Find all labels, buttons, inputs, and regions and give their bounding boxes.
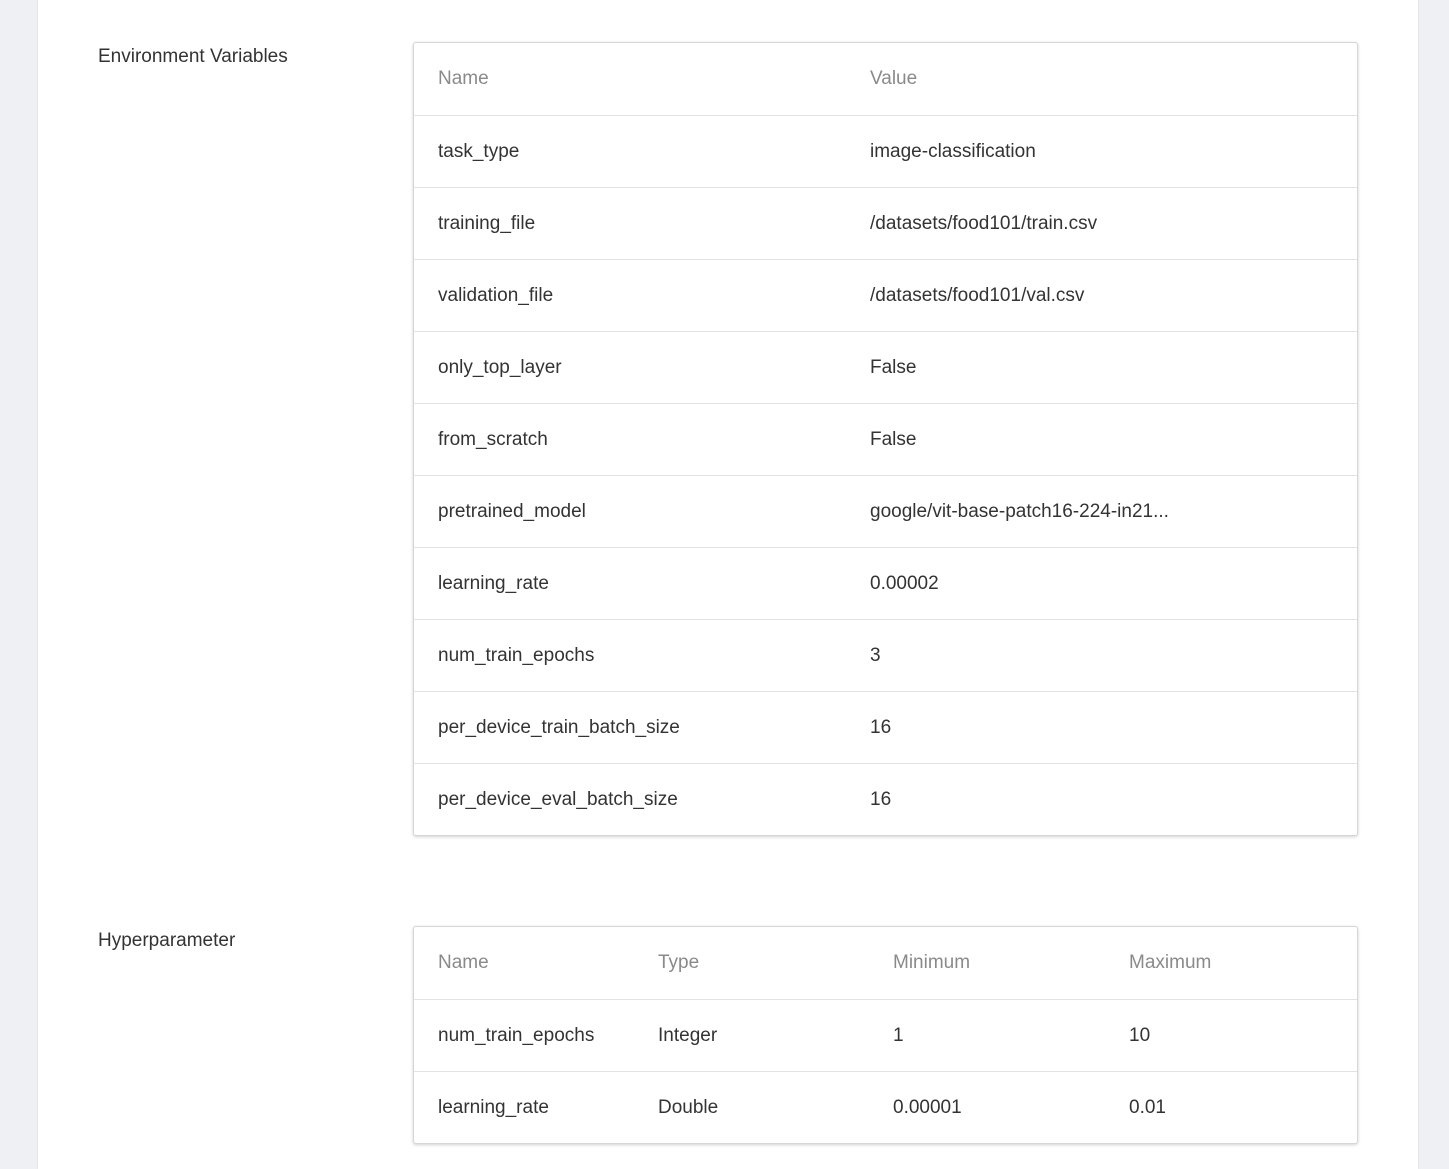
env-var-value: image-classification bbox=[846, 116, 1357, 188]
column-header-maximum: Maximum bbox=[1105, 927, 1357, 1000]
table-row bbox=[414, 1072, 1357, 1144]
column-header-type: Type bbox=[634, 927, 869, 1000]
hyperparameter-maximum: 10 bbox=[1105, 1000, 1357, 1072]
column-header-name: Name bbox=[414, 43, 846, 116]
table-header-row bbox=[414, 927, 1357, 1000]
hyperparameter-section-label: Hyperparameter bbox=[98, 930, 236, 951]
env-var-value: /datasets/food101/train.csv bbox=[846, 188, 1357, 260]
env-var-name: validation_file bbox=[414, 260, 846, 332]
table-header-row bbox=[414, 43, 1357, 116]
table-row bbox=[414, 188, 1357, 260]
env-var-name: from_scratch bbox=[414, 404, 846, 476]
table-row bbox=[414, 1000, 1357, 1072]
hyperparameter-name: learning_rate bbox=[438, 1096, 549, 1118]
column-header-name: Name bbox=[414, 927, 634, 1000]
env-vars-table bbox=[413, 42, 1358, 836]
env-var-name: only_top_layer bbox=[414, 332, 846, 404]
env-var-value: False bbox=[846, 332, 1357, 404]
env-var-name: per_device_eval_batch_size bbox=[438, 788, 678, 810]
hyperparameter-type: Double bbox=[658, 1096, 719, 1118]
env-var-value: False bbox=[846, 404, 1357, 476]
env-var-value: 0.00002 bbox=[846, 548, 1357, 620]
hyperparameter-type: Integer bbox=[634, 1000, 869, 1072]
table-row bbox=[414, 332, 1357, 404]
content-panel bbox=[38, 0, 1418, 1169]
env-var-name: per_device_train_batch_size bbox=[414, 692, 846, 764]
table-row bbox=[414, 116, 1357, 188]
hyperparameter-maximum: 0.01 bbox=[1129, 1096, 1166, 1118]
env-var-value: 3 bbox=[846, 620, 1357, 692]
table-row bbox=[414, 620, 1357, 692]
env-var-value: google/vit-base-patch16-224-in21... bbox=[846, 476, 1357, 548]
env-var-name: task_type bbox=[414, 116, 846, 188]
hyperparameter-table bbox=[413, 926, 1358, 1144]
table-row bbox=[414, 260, 1357, 332]
hyperparameter-minimum: 0.00001 bbox=[893, 1096, 962, 1118]
table-row bbox=[414, 692, 1357, 764]
hyperparameter-name: num_train_epochs bbox=[414, 1000, 634, 1072]
env-var-value: /datasets/food101/val.csv bbox=[846, 260, 1357, 332]
env-var-value: 16 bbox=[846, 692, 1357, 764]
env-var-name: num_train_epochs bbox=[414, 620, 846, 692]
hyperparameter-minimum: 1 bbox=[869, 1000, 1105, 1072]
env-vars-section-label: Environment Variables bbox=[98, 46, 288, 67]
env-var-name: pretrained_model bbox=[414, 476, 846, 548]
table-row bbox=[414, 404, 1357, 476]
column-header-minimum: Minimum bbox=[869, 927, 1105, 1000]
column-header-value: Value bbox=[846, 43, 1357, 116]
env-var-value: 16 bbox=[870, 788, 892, 810]
table-row bbox=[414, 548, 1357, 620]
env-var-name: learning_rate bbox=[414, 548, 846, 620]
table-row bbox=[414, 476, 1357, 548]
table-row bbox=[414, 764, 1357, 836]
env-var-name: training_file bbox=[414, 188, 846, 260]
